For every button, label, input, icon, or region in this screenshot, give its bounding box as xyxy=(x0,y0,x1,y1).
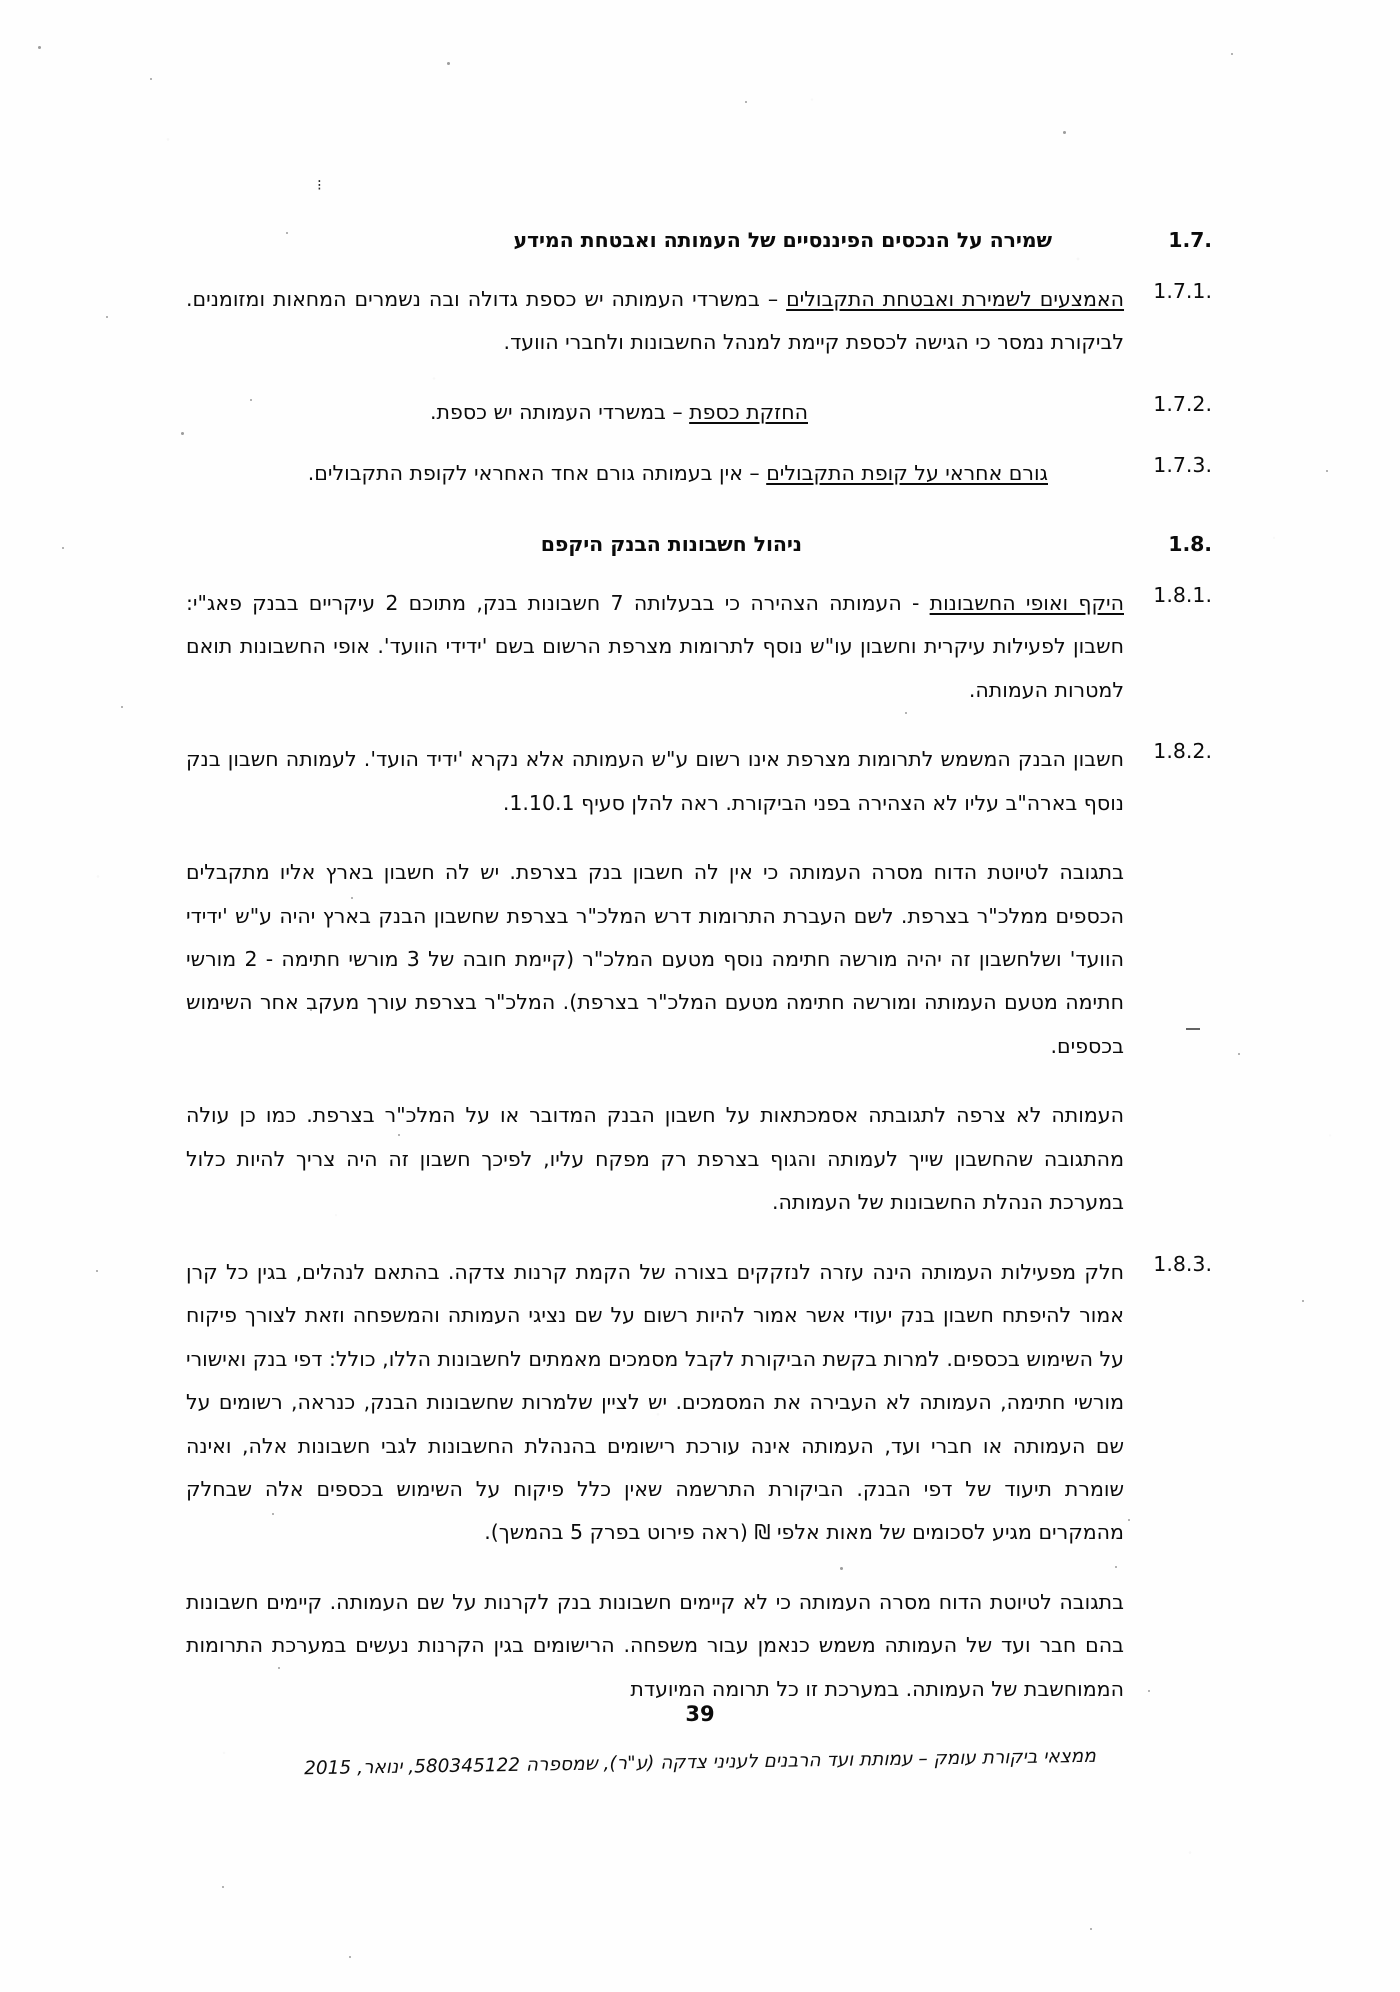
clause-number: 1.8.2 . xyxy=(1138,738,1212,763)
clause-number: 1.7.1 . xyxy=(1138,278,1212,303)
clause-rest: – במשרדי העמותה יש כספת גדולה ובה נשמרים המחאות ומזומנים. לביקורת נמסר כי הגישה לכספת קיימת למנהל החשבונות ולחברי הוועד. xyxy=(186,287,1124,355)
scan-speck xyxy=(1231,53,1233,55)
scan-speck xyxy=(1238,1053,1240,1055)
scan-speck xyxy=(38,46,41,49)
scan-speck xyxy=(181,432,184,435)
clause-text xyxy=(186,738,1138,825)
paragraph-response-funds: בתגובה לטיוטת הדוח מסרה העמותה כי לא קיימים חשבונות בנק לקרנות על שם העמותה. קיימים חשבונות בהם חבר ועד של העמותה משמש כנאמן עבור משפחה. הרישומים בגין הקרנות נעשים במערכת התרומות הממוחשבת של העמותה. במערכת זו כל תרומה המיועדת xyxy=(186,1589,1124,1701)
scan-speck xyxy=(121,706,123,708)
clause-1-8-1 xyxy=(186,582,1212,712)
paragraph-no-evidence: העמותה לא צרפה לתגובתה אסמכתאות על חשבון הבנק המדובר או על המלכ"ר בצרפת. כמו כן עולה מהתגובה שהחשבון שייך לעמותה והגוף בצרפת רק מפקח עליו, לפיכך חשבון זה היה צריך להיות כלול במערכת הנהלת החשבונות של העמותה. xyxy=(186,1103,1124,1215)
clause-lead: היקף ואופי החשבונות xyxy=(929,590,1124,615)
clause-rest: חשבון הבנק המשמש לתרומות מצרפת אינו רשום ע"ש העמותה אלא נקרא 'ידיד הועד'. לעמותה חשבון בנק נוסף בארה"ב עליו לא הצהירה בפני הביקורת. ראה להלן סעיף 1.10.1. xyxy=(186,747,1124,815)
clause-lead: האמצעים לשמירת ואבטחת התקבולים xyxy=(786,287,1125,311)
section-heading-1-7 xyxy=(186,228,1212,252)
scan-speck xyxy=(96,1270,98,1272)
clause-rest: – במשרדי העמותה יש כספת. xyxy=(430,399,690,424)
scan-speck xyxy=(1063,131,1066,134)
document-body xyxy=(186,228,1212,1711)
scan-speck xyxy=(106,316,108,318)
clause-text xyxy=(186,582,1138,712)
scan-speck xyxy=(222,1886,224,1888)
clause-1-7-3 xyxy=(186,452,1212,495)
page-number: 39 xyxy=(685,1702,715,1726)
clause-1-8-2 xyxy=(186,738,1212,825)
clause-number: 1.7.2 . xyxy=(1138,391,1212,416)
clause-rest: – אין בעמותה גורם אחד האחראי לקופת התקבולים. xyxy=(307,461,767,486)
scan-speck xyxy=(1090,1928,1092,1930)
scan-speck xyxy=(150,78,152,80)
section-number: 1.7 . xyxy=(1126,228,1212,252)
scan-speck xyxy=(62,547,64,549)
clause-rest: - העמותה הצהירה כי בבעלותה 7 חשבונות בנק, מתוכם 2 עיקריים בבנק פאג"י: חשבון לפעילות עיקרית וחשבון עו"ש נוסף לתרומות מצרפת הרשום בשם 'ידידי הוועד'. אופי החשבונות תואם למטרות העמותה. xyxy=(186,590,1124,702)
paragraph-france-account: בתגובה לטיוטת הדוח מסרה העמותה כי אין לה חשבון בנק בצרפת. יש לה חשבון בארץ אליו מתקבלים הכספים ממלכ"ר בצרפת. לשם העברת התרומות דרש המלכ"ר בצרפת שחשבון הבנק בארץ יהיה ע"ש 'ידידי הוועד' ושלחשבון זה יהיה מורשה חתימה נוסף מטעם המלכ"ר (קיימת חובה של 3 מורשי חתימה - 2 מורשי חתימה מטעם העמותה ומורשה חתימה מטעם המלכ"ר בצרפת). המלכ"ר בצרפת עורך מעקב אחר השימוש בכספים. xyxy=(186,860,1124,1058)
clause-1-7-2 xyxy=(186,391,1212,434)
clause-1-7-1 xyxy=(186,278,1212,365)
section-heading-1-8 xyxy=(186,532,1212,556)
clause-number: 1.7.3 . xyxy=(1138,452,1212,477)
section-title: שמירה על הנכסים הפיננסיים של העמותה ואבטחת המידע xyxy=(513,228,1052,252)
scan-speck xyxy=(447,62,450,65)
section-number: 1.8 . xyxy=(1126,532,1212,556)
scan-speck xyxy=(745,101,747,103)
scan-stray-mark: ⁝ xyxy=(317,176,322,194)
clause-lead: החזקת כספת xyxy=(689,399,808,424)
clause-number: 1.8.3 . xyxy=(1138,1251,1212,1276)
clause-text xyxy=(186,278,1138,365)
clause-number: 1.8.1 . xyxy=(1138,582,1212,607)
section-title: ניהול חשבונות הבנק היקפם xyxy=(540,531,802,556)
clause-text xyxy=(186,1251,1138,1555)
clause-lead: גורם אחראי על קופת התקבולים xyxy=(766,461,1048,486)
scan-speck xyxy=(1326,470,1328,472)
clause-text xyxy=(186,391,1138,434)
footer-note: ממצאי ביקורת עומק – עמותת ועד הרבנים לעניני צדקה (ע"ר), שמספרה 580345122, ינואר, 2015 xyxy=(303,1745,1096,1780)
clause-1-8-3 xyxy=(186,1251,1212,1555)
scan-speck xyxy=(1302,1300,1304,1302)
clause-text xyxy=(186,452,1138,495)
scan-speck xyxy=(349,1956,351,1958)
clause-rest: חלק מפעילות העמותה הינה עזרה לנזקקים בצורה של הקמת קרנות צדקה. בהתאם לנהלים, בגין כל קרן אמור להיפתח חשבון בנק יעודי אשר אמור להיות רשום על שם נציגי העמותה והמשפחה וזאת לצורך פיקוח על השימוש בכספים. למרות בקשת הביקורת לקבל מסמכים מאמתים לחשבונות הללו, כולל: דפי בנק ואישורי מורשי חתימה, העמותה לא העבירה את המסמכים. יש לציין שלמרות שחשבונות הבנק, כנראה, רשומים על שם העמותה או חברי ועד, העמותה אינה עורכת רישומים בהנהלת החשבונות לגבי חשבונות אלה, ואינה שומרת תיעוד של דפי הבנק. הביקורת התרשמה שאין כלל פיקוח על השימוש בכספים אלה שבחלק מהמקרים מגיע לסכומים של מאות אלפי ₪ (ראה פירוט בפרק 5 בהמשך). xyxy=(186,1259,1124,1545)
